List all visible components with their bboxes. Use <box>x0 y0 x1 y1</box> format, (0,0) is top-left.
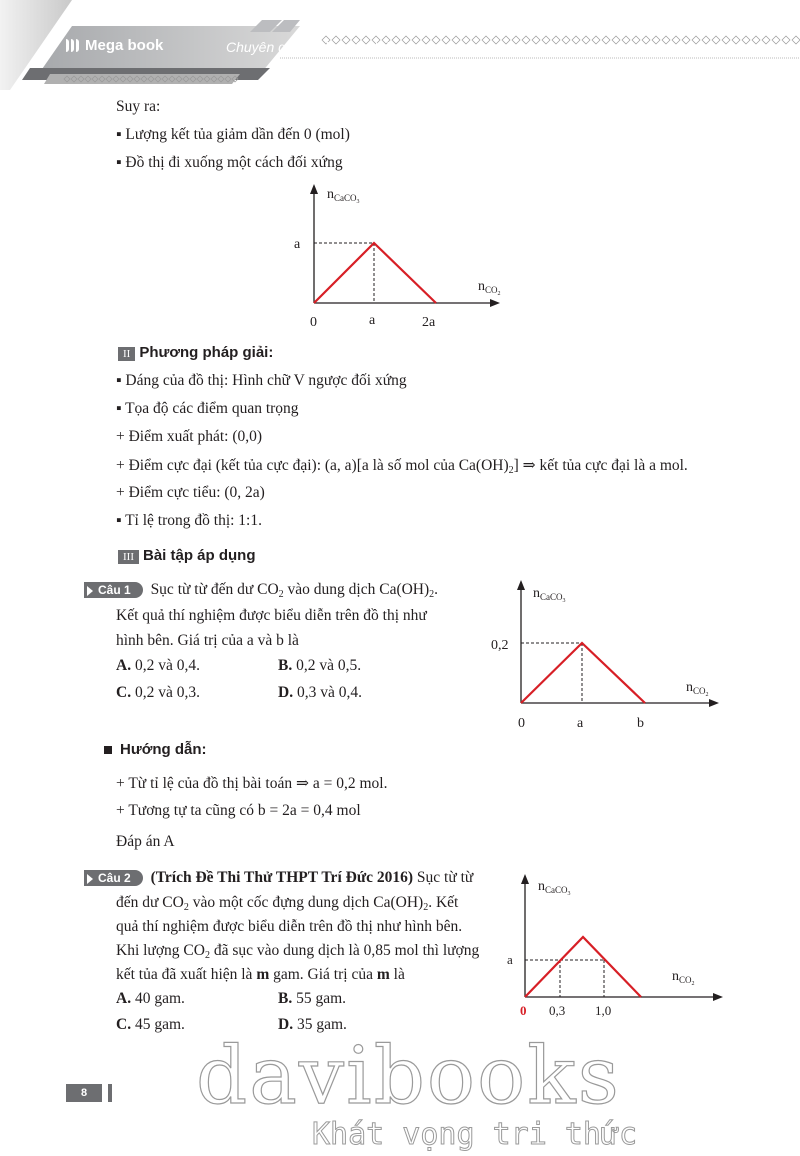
option-key: C. <box>116 1016 132 1033</box>
x-tick-label: a <box>577 716 584 731</box>
option-key: C. <box>116 684 132 701</box>
option-text: 0,3 và 0,4. <box>293 684 362 701</box>
method-line: ▪ Dáng của đồ thị: Hình chữ V ngược đối xứng <box>116 372 407 389</box>
option-d[interactable] <box>278 684 362 702</box>
method-line: ▪ Tọa độ các điểm quan trọng <box>116 400 299 417</box>
option-key: D. <box>278 1016 294 1033</box>
method-line: + Điểm xuất phát: (0,0) <box>116 428 263 445</box>
x-tick-label: 0 <box>518 716 525 731</box>
subscript: 2 <box>278 589 284 600</box>
question-badge: Câu 2 <box>84 870 143 886</box>
text: . Kết <box>428 894 459 911</box>
option-text: 55 gam. <box>292 990 347 1007</box>
y-axis-label: $n_{CaCO}3$ <box>538 879 571 897</box>
x-axis-arrow-icon <box>713 993 723 1001</box>
question-1-line-1 <box>84 581 438 599</box>
question-2-line-2 <box>116 894 458 912</box>
option-a[interactable] <box>116 657 200 675</box>
page-number: 8 <box>66 1084 102 1102</box>
text: là <box>389 966 405 983</box>
brand-tagline: Chuyên gia Sách luyện thi <box>226 39 389 55</box>
text: vào dung dịch Ca(OH) <box>283 581 430 598</box>
y-axis-arrow-icon <box>521 874 529 884</box>
option-text: 0,2 và 0,4. <box>131 657 200 674</box>
x-axis-label: $n_{CO}2$ <box>686 680 709 698</box>
section-3-heading <box>118 547 256 565</box>
bullet-text: Lượng kết tủa giảm dần đến 0 (mol) <box>125 126 350 143</box>
x-tick-label: 1,0 <box>595 1003 612 1018</box>
option-b[interactable] <box>278 657 361 675</box>
text: . <box>434 581 439 598</box>
watermark-slogan: Khát vọng tri thức <box>312 1117 638 1152</box>
data-line <box>314 243 436 303</box>
data-line <box>525 937 641 997</box>
text: gam. Giá trị của <box>269 966 377 983</box>
guide-title: Hướng dẫn: <box>120 741 207 758</box>
x-tick-label-origin: 0 <box>520 1003 527 1018</box>
page-header <box>0 0 800 90</box>
y-tick-label: 0,2 <box>491 638 509 653</box>
option-text: 45 gam. <box>131 1016 185 1033</box>
section-number: II <box>118 347 135 361</box>
question-2-line-1 <box>84 869 473 887</box>
option-key: B. <box>278 657 293 674</box>
text: Khi lượng CO <box>116 942 205 959</box>
y-axis-label: $n_{CaCO}3$ <box>327 187 360 205</box>
y-axis-arrow-icon <box>517 580 525 590</box>
y-axis-arrow-icon <box>310 184 318 194</box>
option-c[interactable] <box>116 1016 185 1034</box>
text: Sục từ từ đến dư CO <box>150 581 279 598</box>
x-axis-arrow-icon <box>490 299 500 307</box>
y-axis-label: $n_{CaCO}3$ <box>533 586 566 604</box>
option-text: 40 gam. <box>131 990 185 1007</box>
method-line <box>116 456 688 475</box>
subscript: 2 <box>429 589 435 600</box>
text: ] ⇒ kết tủa cực đại là a mol. <box>513 457 688 474</box>
option-key: D. <box>278 684 294 701</box>
variable: m <box>256 966 270 983</box>
method-line: + Điểm cực tiểu: (0, 2a) <box>116 484 265 501</box>
question-source: (Trích Đề Thi Thử THPT Trí Đức 2016) <box>150 869 414 886</box>
section-title: Bài tập áp dụng <box>143 547 256 564</box>
data-line <box>521 643 645 703</box>
section-title: Phương pháp giải: <box>139 344 274 361</box>
option-text: 0,2 và 0,3. <box>131 684 200 701</box>
watermark-logo: davibooks <box>196 1029 621 1122</box>
subscript: 2 <box>423 902 429 913</box>
subscript: 2 <box>183 902 189 913</box>
question-2-line-5 <box>116 966 405 984</box>
text: đến dư CO <box>116 894 184 911</box>
x-tick-label: b <box>637 716 644 731</box>
text: đã sục vào dung dịch là 0,85 mol thì lượng <box>209 942 480 959</box>
brand-logo <box>66 37 206 56</box>
guide-line: + Từ tỉ lệ của đồ thị bài toán ⇒ a = 0,2 mol. <box>116 775 388 792</box>
graph-1 <box>280 180 520 330</box>
option-a[interactable] <box>116 990 185 1008</box>
question-2-line-3: quả thí nghiệm được biểu diễn trên đồ thị như hình bên. <box>116 918 463 935</box>
x-axis-arrow-icon <box>709 699 719 707</box>
method-line: ▪ Tỉ lệ trong đồ thị: 1:1. <box>116 512 262 529</box>
text: vào một cốc đựng dung dịch Ca(OH) <box>188 894 424 911</box>
intro-bullet-2: ▪ Đồ thị đi xuống một cách đối xứng <box>116 154 343 171</box>
section-2-heading <box>118 344 273 362</box>
subscript: 2 <box>204 950 210 961</box>
graph-question-2 <box>495 868 735 1023</box>
subscript: 2 <box>508 465 514 476</box>
guide-heading <box>104 741 207 759</box>
option-text: 35 gam. <box>293 1016 347 1033</box>
option-c[interactable] <box>116 684 200 702</box>
option-key: A. <box>116 657 132 674</box>
graph-question-1 <box>487 575 727 735</box>
answer-line: Đáp án A <box>116 833 175 850</box>
option-key: B. <box>278 990 293 1007</box>
y-tick-label: a <box>294 237 301 252</box>
x-tick-label: 0,3 <box>549 1003 566 1018</box>
variable: m <box>376 966 390 983</box>
brand-name: Mega book <box>85 37 164 54</box>
intro-bullet-1: ▪ Lượng kết tủa giảm dần đến 0 (mol) <box>116 126 350 143</box>
text: Sục từ từ <box>413 869 474 886</box>
question-2-line-4 <box>116 942 479 960</box>
x-tick-label: 0 <box>310 315 317 330</box>
guide-line: + Tương tự ta cũng có b = 2a = 0,4 mol <box>116 802 361 819</box>
option-key: A. <box>116 990 132 1007</box>
text: kết tủa đã xuất hiện là <box>116 966 257 983</box>
bullet-text: Đồ thị đi xuống một cách đối xứng <box>125 154 343 171</box>
option-text: 0,2 và 0,5. <box>292 657 362 674</box>
option-b[interactable] <box>278 990 346 1008</box>
logo-icon <box>66 39 81 56</box>
intro-heading: Suy ra: <box>116 98 161 115</box>
x-axis-label: $n_{CO}2$ <box>672 969 695 987</box>
y-tick-label: a <box>507 952 513 967</box>
page-number-divider <box>108 1084 112 1102</box>
question-1-line-2: Kết quả thí nghiệm được biểu diễn trên đồ thị như <box>116 607 427 624</box>
square-bullet-icon <box>104 746 112 754</box>
x-axis-label: $n_{CO}2$ <box>478 279 501 297</box>
x-tick-label: a <box>369 313 376 328</box>
section-number: III <box>118 550 139 564</box>
question-1-line-3: hình bên. Giá trị của a và b là <box>116 632 299 649</box>
x-tick-label: 2a <box>422 315 436 330</box>
text: + Điểm cực đại (kết tủa cực đại): (a, a)[a là số mol của Ca(OH) <box>116 457 509 474</box>
question-badge: Câu 1 <box>84 582 143 598</box>
